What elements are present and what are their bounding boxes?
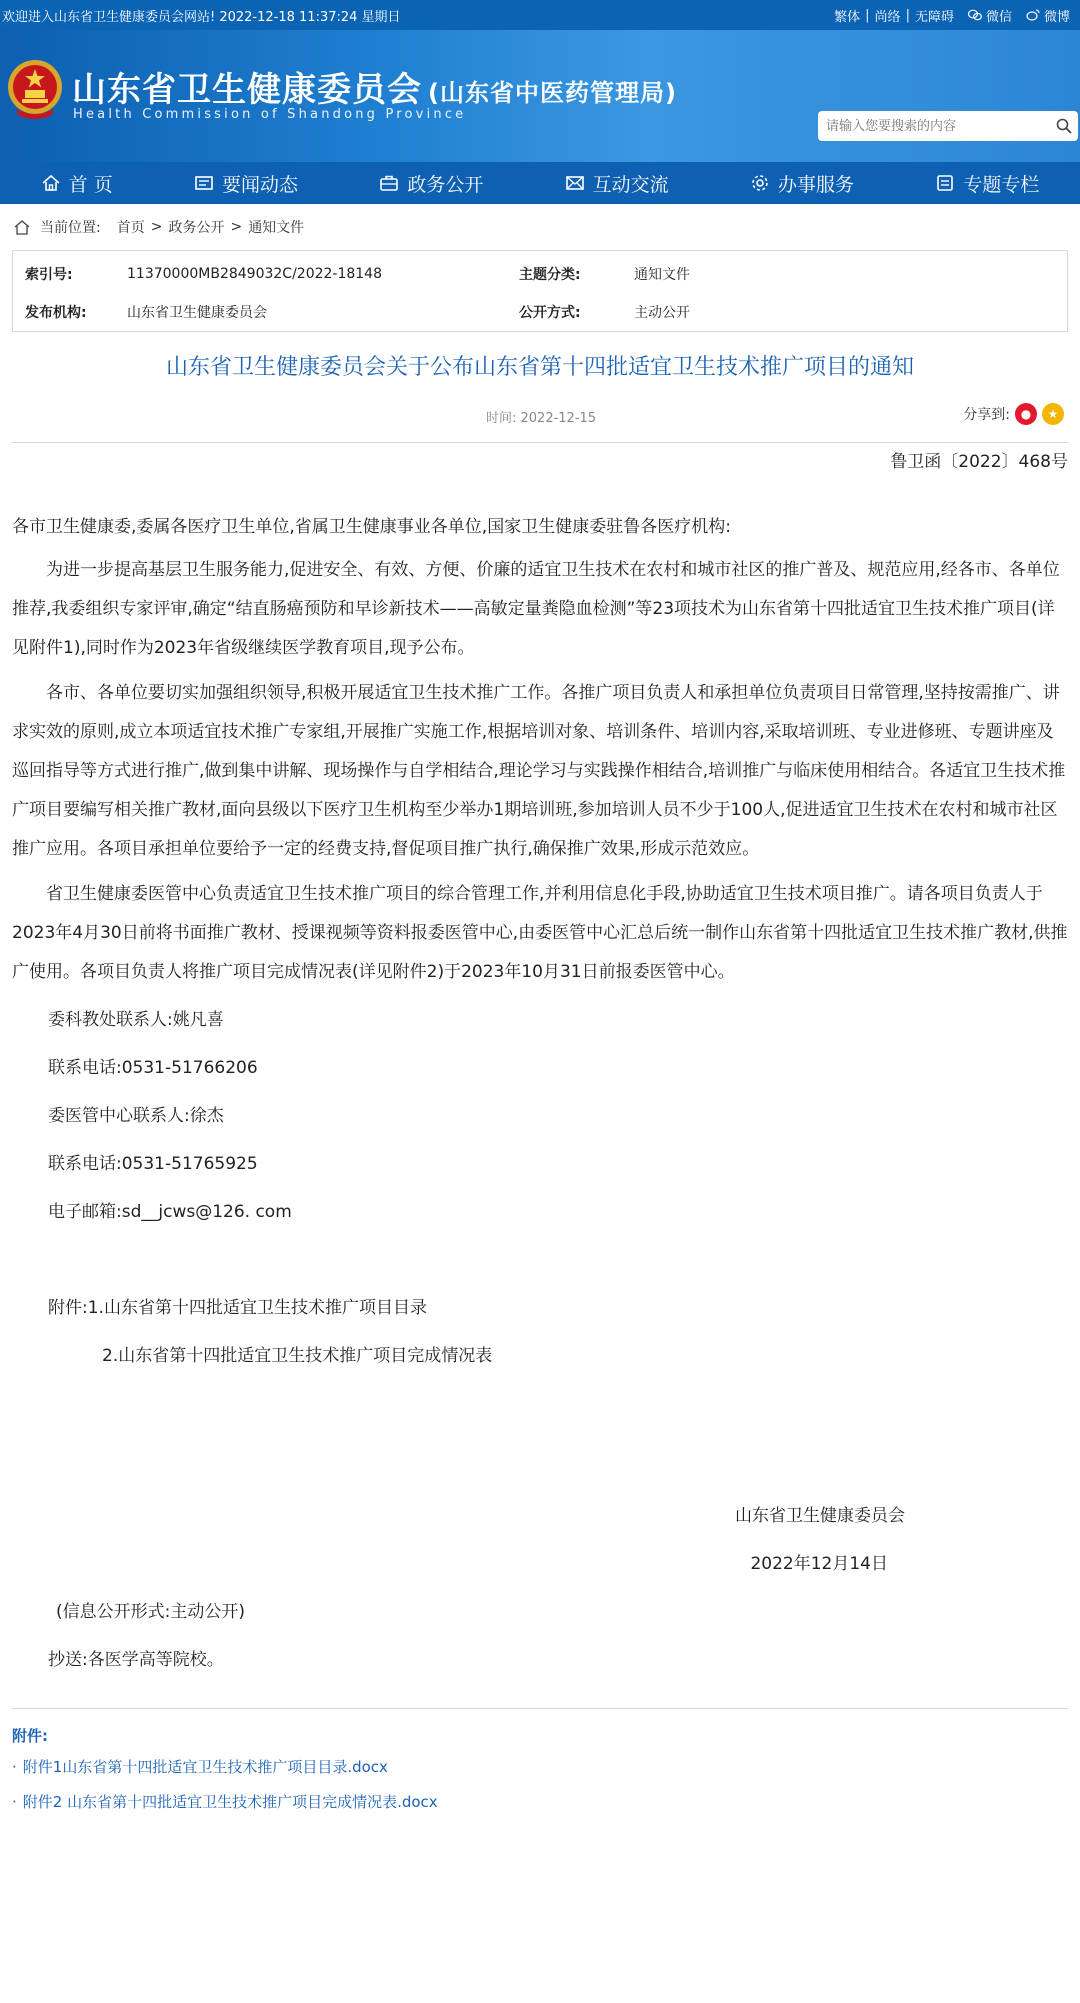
- contact-person-2: 委医管中心联系人:徐杰: [48, 1106, 224, 1126]
- wechat-link[interactable]: [968, 6, 1012, 25]
- wechat-label: 微信: [985, 9, 1012, 25]
- search-input[interactable]: [818, 112, 1050, 140]
- envelope-icon: [565, 173, 585, 193]
- salutation: 各市卫生健康委,委属各医疗卫生单位,省属卫生健康事业各单位,国家卫生健康委驻鲁各医疗机构:: [12, 517, 731, 537]
- site-title-sub: (山东省中医药管理局): [428, 79, 677, 107]
- nav-item-services[interactable]: [750, 170, 854, 197]
- search-box: [818, 111, 1078, 141]
- breadcrumb-separator: >: [230, 219, 243, 235]
- document-number: 鲁卫函〔2022〕468号: [890, 452, 1068, 472]
- weibo-label: 微博: [1043, 9, 1070, 25]
- topic-label: 主题分类:: [519, 267, 581, 283]
- attachment-line-1: 附件:1.山东省第十四批适宜卫生技术推广项目目录: [48, 1298, 427, 1318]
- bullet-icon: ·: [12, 1757, 17, 1776]
- top-bar: [0, 0, 1080, 30]
- breadcrumb: [0, 204, 1080, 250]
- gear-icon: [750, 173, 770, 193]
- attachment-line-2: 2.山东省第十四批适宜卫生技术推广项目完成情况表: [102, 1346, 493, 1366]
- cc-line: 抄送:各医学高等院校。: [48, 1650, 224, 1670]
- publisher-label: 发布机构:: [25, 305, 87, 321]
- contact-phone-2: 联系电话:0531-51765925: [48, 1154, 258, 1174]
- nav-label: 政务公开: [407, 173, 484, 196]
- breadcrumb-label: 当前位置:: [40, 220, 101, 236]
- weibo-share-icon[interactable]: ●: [1015, 403, 1037, 425]
- nav-label: 首 页: [68, 173, 113, 196]
- nav-item-topics[interactable]: [935, 170, 1039, 197]
- briefcase-icon: [379, 173, 399, 193]
- attachments-section: [12, 1708, 1068, 1812]
- attachments-header: 附件:: [12, 1727, 48, 1745]
- news-icon: [194, 173, 214, 193]
- breadcrumb-separator: >: [150, 219, 163, 235]
- accessibility-link[interactable]: 无障碍: [914, 9, 954, 25]
- nav-item-affairs[interactable]: [379, 170, 483, 197]
- traditional-link[interactable]: 繁体: [834, 9, 861, 25]
- site-title-main: 山东省卫生健康委员会: [72, 70, 422, 110]
- document-meta-table: [12, 250, 1068, 332]
- site-header: [0, 30, 1080, 162]
- breadcrumb-affairs[interactable]: 政务公开: [168, 220, 225, 236]
- top-links: 繁体 | 尚络 | 无障碍 微信 微博: [834, 7, 1070, 25]
- welcome-text: 欢迎进入山东省卫生健康委员会网站! 2022-12-18 11:37:24 星期日: [2, 9, 401, 25]
- wechat-icon: [968, 9, 982, 21]
- open-form: (信息公开形式:主动公开): [56, 1602, 245, 1622]
- contact-email: 电子邮箱:sd__jcws@126. com: [48, 1202, 292, 1222]
- national-emblem-icon: [6, 57, 64, 121]
- paragraph-1: 为进一步提高基层卫生服务能力,促进安全、有效、方便、价廉的适宜卫生技术在农村和城市社区的推广普及、规范应用,经各市、各单位推荐,我委组织专家评审,确定“结直肠癌预防和早诊新技术——高敏定量粪隐血检测”等23项技术为山东省第十四批适宜卫生技术推广项目(详见附件1),同时作为2023年省级继续医学教育项目,现予公布。: [12, 560, 1060, 658]
- article-body: [0, 443, 1080, 1680]
- nav-label: 要闻动态: [222, 173, 299, 196]
- bullet-icon: ·: [12, 1792, 17, 1811]
- weibo-icon: [1026, 9, 1040, 21]
- share-bar: [963, 403, 1064, 425]
- sign-date: 2022年12月14日: [750, 1554, 888, 1574]
- qzone-share-icon[interactable]: ★: [1042, 403, 1064, 425]
- attachment-link-2[interactable]: 附件2 山东省第十四批适宜卫生技术推广项目完成情况表.docx: [22, 1793, 438, 1811]
- publish-time: 时间: 2022-12-15: [486, 411, 597, 426]
- publisher-value: 山东省卫生健康委员会: [127, 305, 267, 321]
- main-nav: [0, 162, 1080, 204]
- site-title-english: Health Commission of Shandong Province: [73, 107, 467, 122]
- nav-label: 互动交流: [592, 173, 669, 196]
- share-label: 分享到:: [963, 407, 1010, 423]
- weibo-link[interactable]: [1026, 6, 1070, 25]
- site-title: [72, 62, 677, 111]
- open-mode-value: 主动公开: [634, 305, 690, 321]
- contact-phone-1: 联系电话:0531-51766206: [48, 1058, 258, 1078]
- elder-mode-link[interactable]: 尚络: [874, 9, 901, 25]
- attachment-item: [12, 1791, 1068, 1812]
- breadcrumb-notices[interactable]: 通知文件: [248, 220, 305, 236]
- search-icon[interactable]: [1050, 112, 1078, 140]
- contact-person-1: 委科教处联系人:姚凡喜: [48, 1010, 224, 1030]
- paragraph-3: 省卫生健康委医管中心负责适宜卫生技术推广项目的综合管理工作,并利用信息化手段,协助适宜卫生技术项目推广。请各项目负责人于2023年4月30日前将书面推广教材、授课视频等资料报委医管中心,由委医管中心汇总后统一制作山东省第十四批适宜卫生技术推广教材,供推广使用。各项目负责人将推广项目完成情况表(详见附件2)于2023年10月31日前报委医管中心。: [12, 884, 1068, 982]
- article-info-bar: [12, 386, 1068, 443]
- open-mode-label: 公开方式:: [519, 305, 581, 321]
- attachment-item: [12, 1756, 1068, 1777]
- home-icon: [14, 220, 30, 235]
- paragraph-2: 各市、各单位要切实加强组织领导,积极开展适宜卫生技术推广工作。各推广项目负责人和承担单位负责项目日常管理,坚持按需推广、讲求实效的原则,成立本项适宜技术推广专家组,开展推广实施工作,根据培训对象、培训条件、培训内容,采取培训班、专业进修班、专题讲座及巡回指导等方式进行推广,做到集中讲解、现场操作与自学相结合,理论学习与实践操作相结合,培训推广与临床使用相结合。各适宜卫生技术推广项目要编写相关推广教材,面向县级以下医疗卫生机构至少举办1期培训班,参加培训人员不少于100人,促进适宜卫生技术在农村和城市社区推广应用。各项目承担单位要给予一定的经费支持,督促项目推广执行,确保推广效果,形成示范效应。: [12, 683, 1066, 859]
- breadcrumb-home[interactable]: 首页: [116, 220, 145, 236]
- signer: 山东省卫生健康委员会: [735, 1506, 905, 1526]
- folder-icon: [935, 173, 955, 193]
- nav-item-home[interactable]: [41, 170, 113, 197]
- home-icon: [41, 173, 61, 193]
- topic-value: 通知文件: [634, 267, 690, 283]
- nav-label: 办事服务: [778, 173, 855, 196]
- index-label: 索引号:: [25, 267, 73, 283]
- nav-item-news[interactable]: [194, 170, 298, 197]
- nav-item-interaction[interactable]: [565, 170, 669, 197]
- nav-label: 专题专栏: [963, 173, 1040, 196]
- article-title: 山东省卫生健康委员会关于公布山东省第十四批适宜卫生技术推广项目的通知: [165, 355, 914, 380]
- attachment-link-1[interactable]: 附件1山东省第十四批适宜卫生技术推广项目目录.docx: [22, 1758, 388, 1776]
- index-value: 11370000MB2849032C/2022-18148: [127, 266, 383, 282]
